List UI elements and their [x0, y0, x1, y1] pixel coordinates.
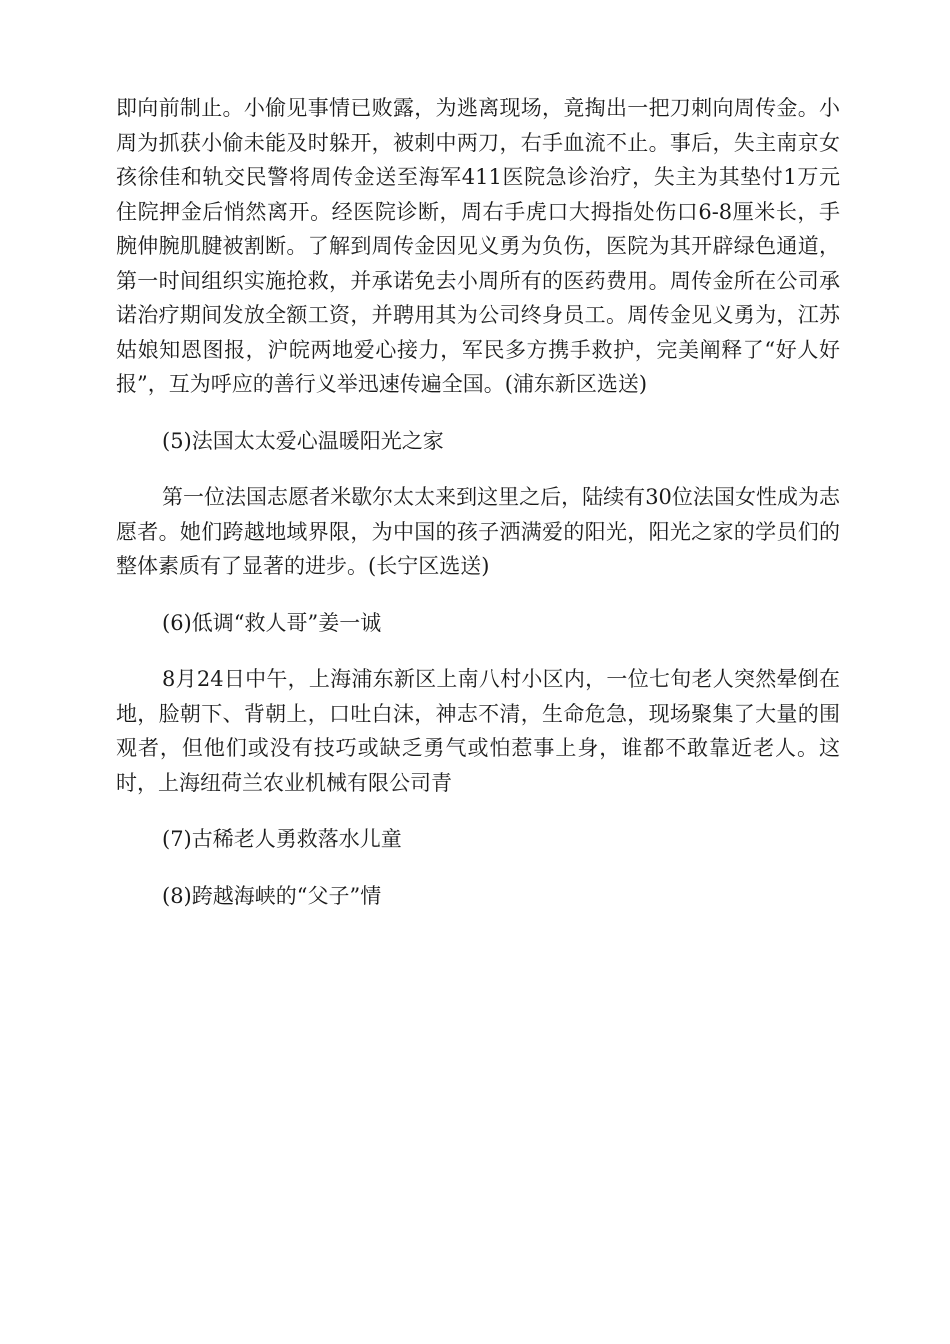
heading-item-6: (6)低调“救人哥”姜一诚	[162, 610, 382, 635]
heading-item-5: (5)法国太太爱心温暖阳光之家	[162, 428, 444, 453]
document-page	[116, 91, 840, 913]
heading-item-7: (7)古稀老人勇救落水儿童	[162, 827, 402, 851]
paragraph-french-volunteers: 第一位法国志愿者米歇尔太太来到这里之后，陆续有30位法国女性成为志愿者。她们跨越地域界限，为中国的孩子洒满爱的阳光，阳光之家的学员们的整体素质有了显著的进步。(长宁区选送)	[116, 485, 840, 578]
paragraph-rescue-elderly: 8月24日中午，上海浦东新区上南八村小区内，一位七旬老人突然晕倒在地，脸朝下、背朝上，口吐白沫，神志不清，生命危急，现场聚集了大量的围观者，但他们或没有技巧或缺乏勇气或怕惹事上身，谁都不敢靠近老人。这时，上海纽荷兰农业机械有限公司青	[116, 667, 840, 795]
heading-item-8: (8)跨越海峡的“父子”情	[162, 883, 382, 908]
paragraph-zhou-chuanjin-continued: 即向前制止。小偷见事情已败露，为逃离现场，竟掏出一把刀刺向周传金。小周为抓获小偷未能及时躲开，被刺中两刀，右手血流不止。事后，失主南京女孩徐佳和轨交民警将周传金送至海军411医院急诊治疗，失主为其垫付1万元住院押金后悄然离开。经医院诊断，周右手虎口大拇指处伤口6-8厘米长，手腕伸腕肌腱被割断。了解到周传金因见义勇为负伤，医院为其开辟绿色通道，第一时间组织实施抢救，并承诺免去小周所有的医药费用。周传金所在公司承诺治疗期间发放全额工资，并聘用其为公司终身员工。周传金见义勇为，江苏姑娘知恩图报，沪皖两地爱心接力，军民多方携手救护，完美阐释了“好人好报”，互为呼应的善行义举迅速传遍全国。(浦东新区选送)	[116, 96, 840, 396]
